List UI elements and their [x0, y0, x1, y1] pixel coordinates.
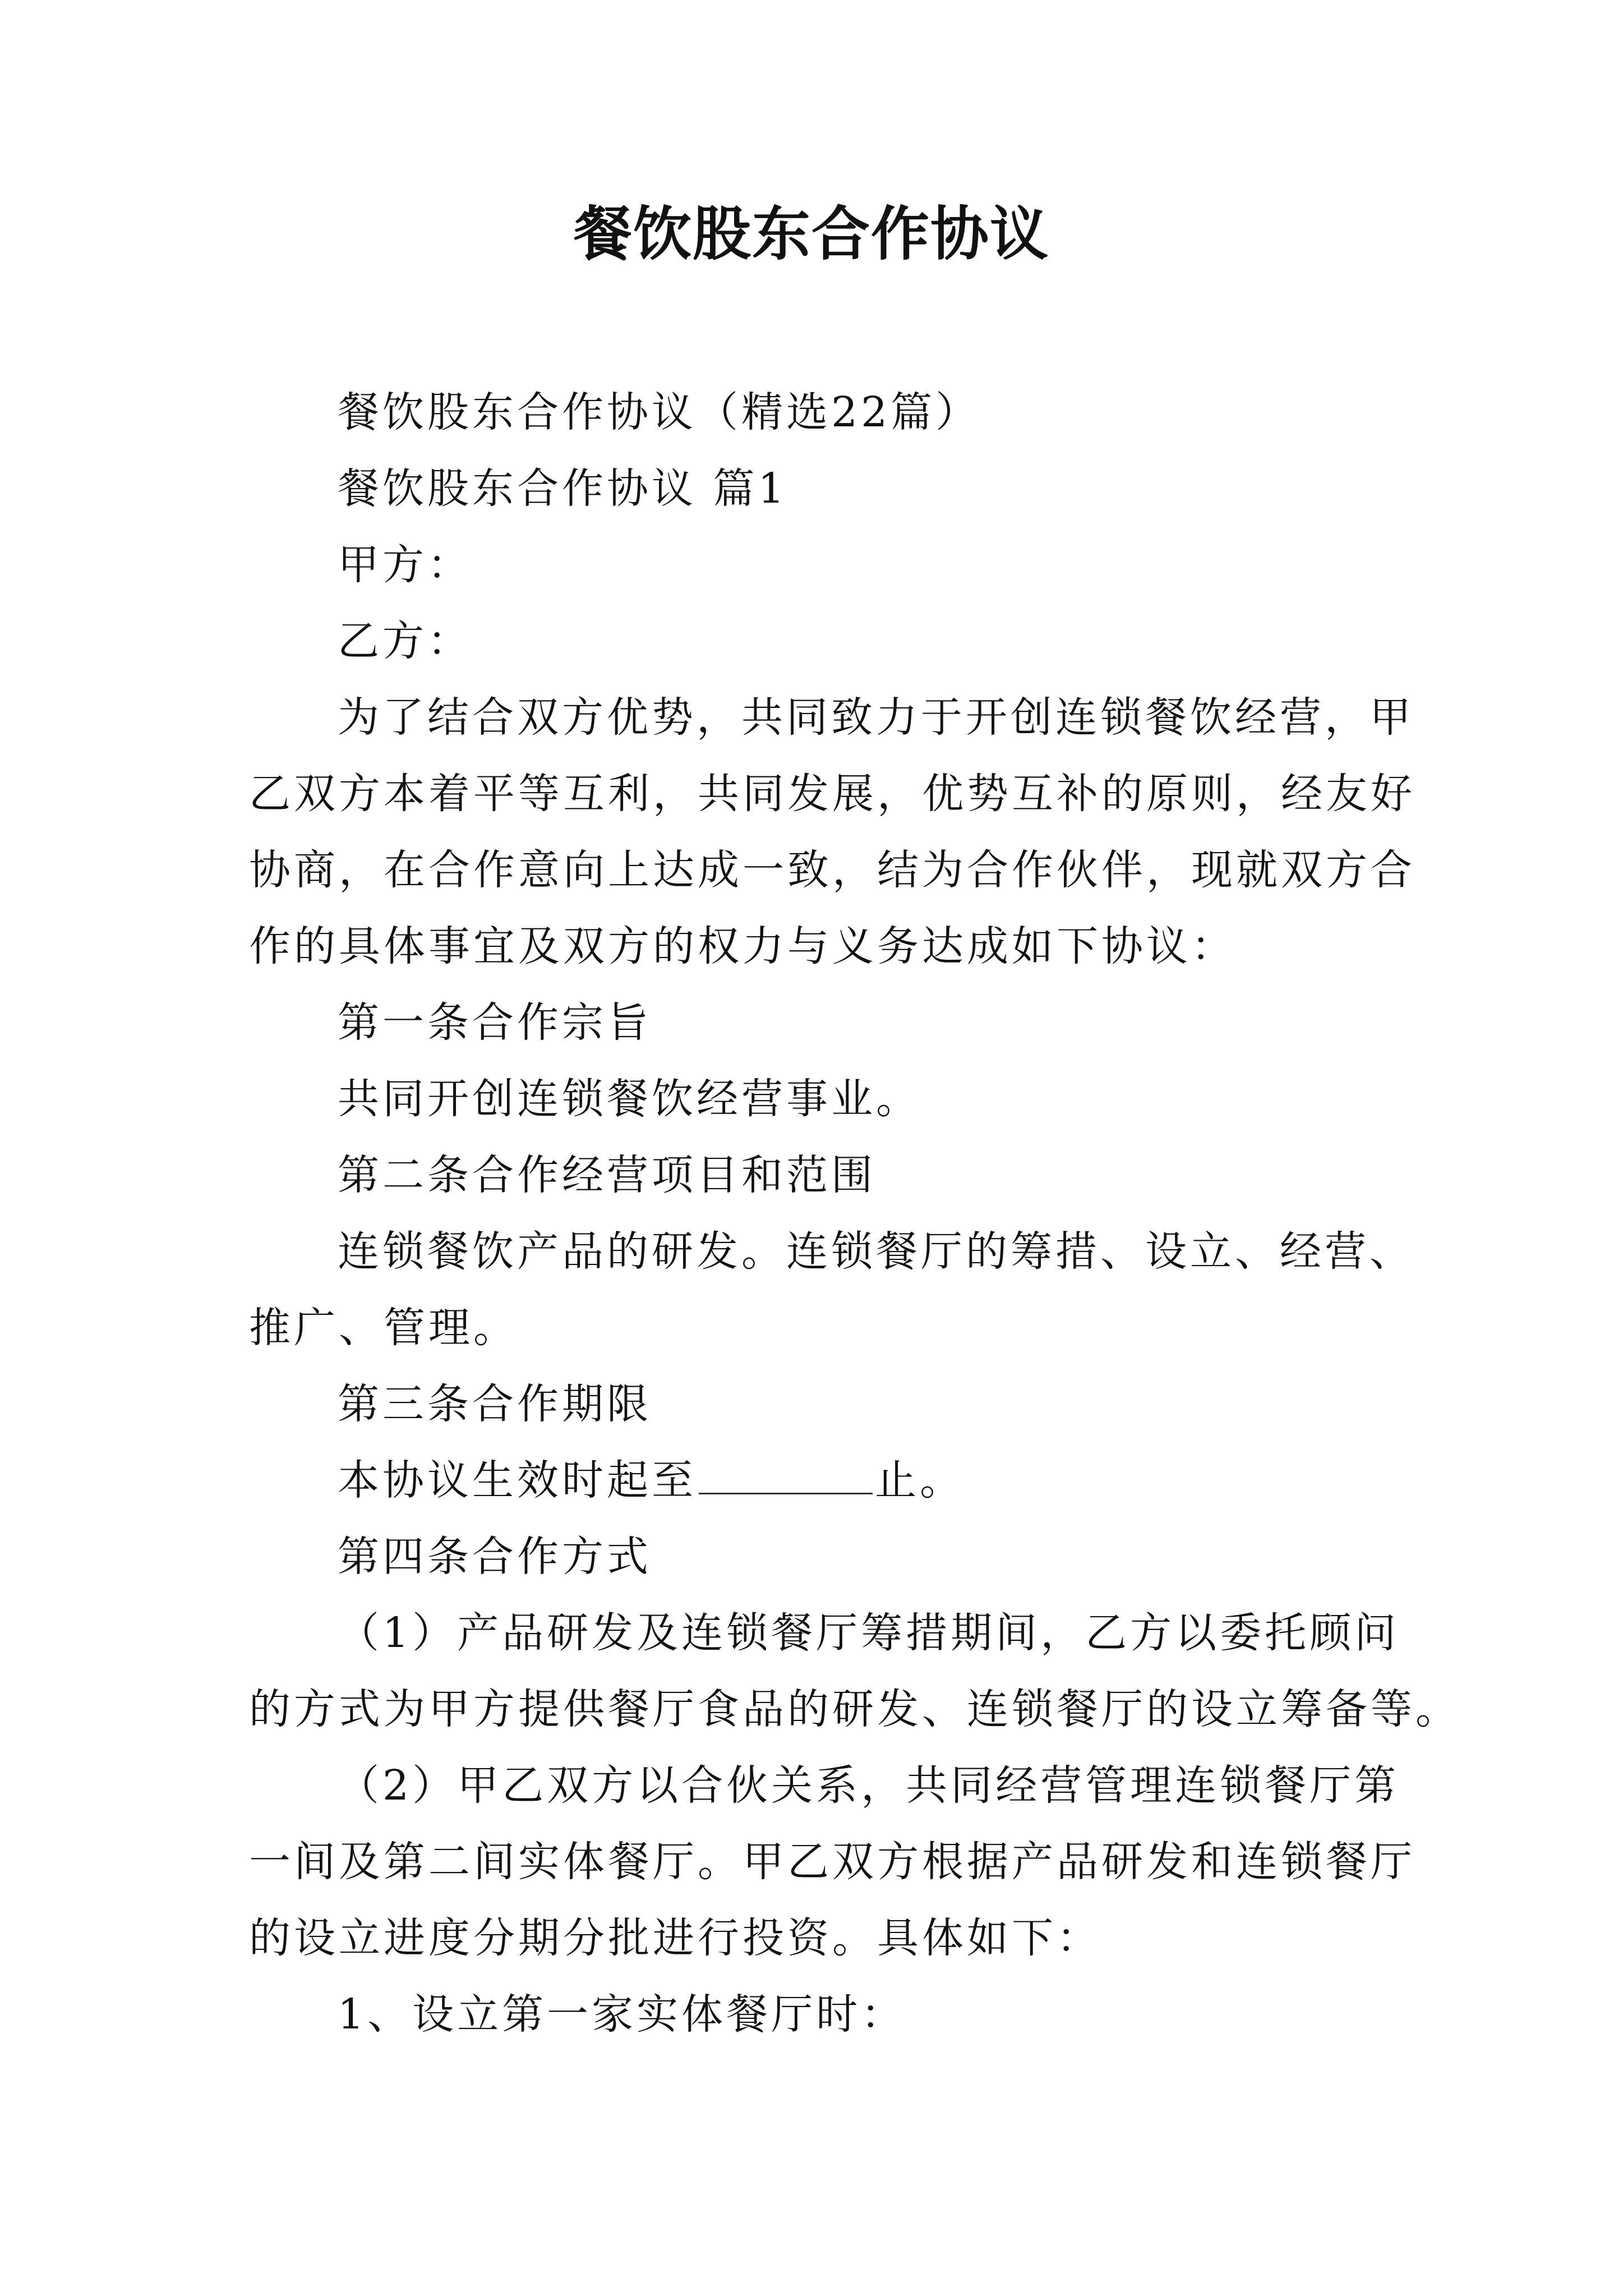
article-3-body-end: 止。 [875, 1456, 965, 1504]
date-blank [699, 1459, 873, 1494]
article-3-body-start: 本协议生效时起至 [338, 1456, 697, 1504]
article-2-title: 第二条合作经营项目和范围 [338, 1151, 876, 1199]
article-4-item-2-line: （2）甲乙双方以合伙关系，共同经营管理连锁餐厅第 [338, 1761, 1400, 1810]
article-3-body [338, 1455, 965, 1506]
article-4-item-2-line: 的设立进度分期分批进行投资。具体如下： [249, 1914, 1101, 1962]
article-1-body: 共同开创连锁餐饮经营事业。 [338, 1075, 921, 1123]
party-b-label: 乙方： [338, 617, 472, 665]
preamble-line: 为了结合双方优势，共同致力于开创连锁餐饮经营，甲 [338, 693, 1414, 742]
preamble-line: 协商，在合作意向上达成一致，结为合作伙伴，现就双方合 [249, 846, 1415, 894]
article-2-body-line: 连锁餐饮产品的研发。连锁餐厅的筹措、设立、经营、 [338, 1227, 1414, 1276]
document-title: 餐饮股东合作协议 [573, 199, 1049, 268]
party-a-label: 甲方： [338, 541, 472, 589]
article-2-body-line: 推广、管理。 [249, 1304, 518, 1352]
subtitle: 餐饮股东合作协议（精选22篇） [338, 388, 981, 436]
article-4-item-2-line: 一间及第二间实体餐厅。甲乙双方根据产品研发和连锁餐厅 [249, 1838, 1415, 1886]
article-4-title: 第四条合作方式 [338, 1533, 652, 1581]
article-4-item-1-line: （1）产品研发及连锁餐厅筹措期间，乙方以委托顾问 [338, 1609, 1400, 1657]
article-4-point-1: 1、设立第一家实体餐厅时： [338, 1990, 906, 2039]
article-4-item-1-line: 的方式为甲方提供餐厅食品的研发、连锁餐厅的设立筹备等。 [249, 1685, 1460, 1733]
preamble-line: 作的具体事宜及双方的权力与义务达成如下协议： [249, 922, 1236, 970]
article-1-title: 第一条合作宗旨 [338, 999, 652, 1047]
article-3-title: 第三条合作期限 [338, 1380, 652, 1428]
preamble-line: 乙双方本着平等互利，共同发展，优势互补的原则，经友好 [249, 770, 1415, 818]
section-heading: 餐饮股东合作协议 篇1 [338, 464, 788, 513]
